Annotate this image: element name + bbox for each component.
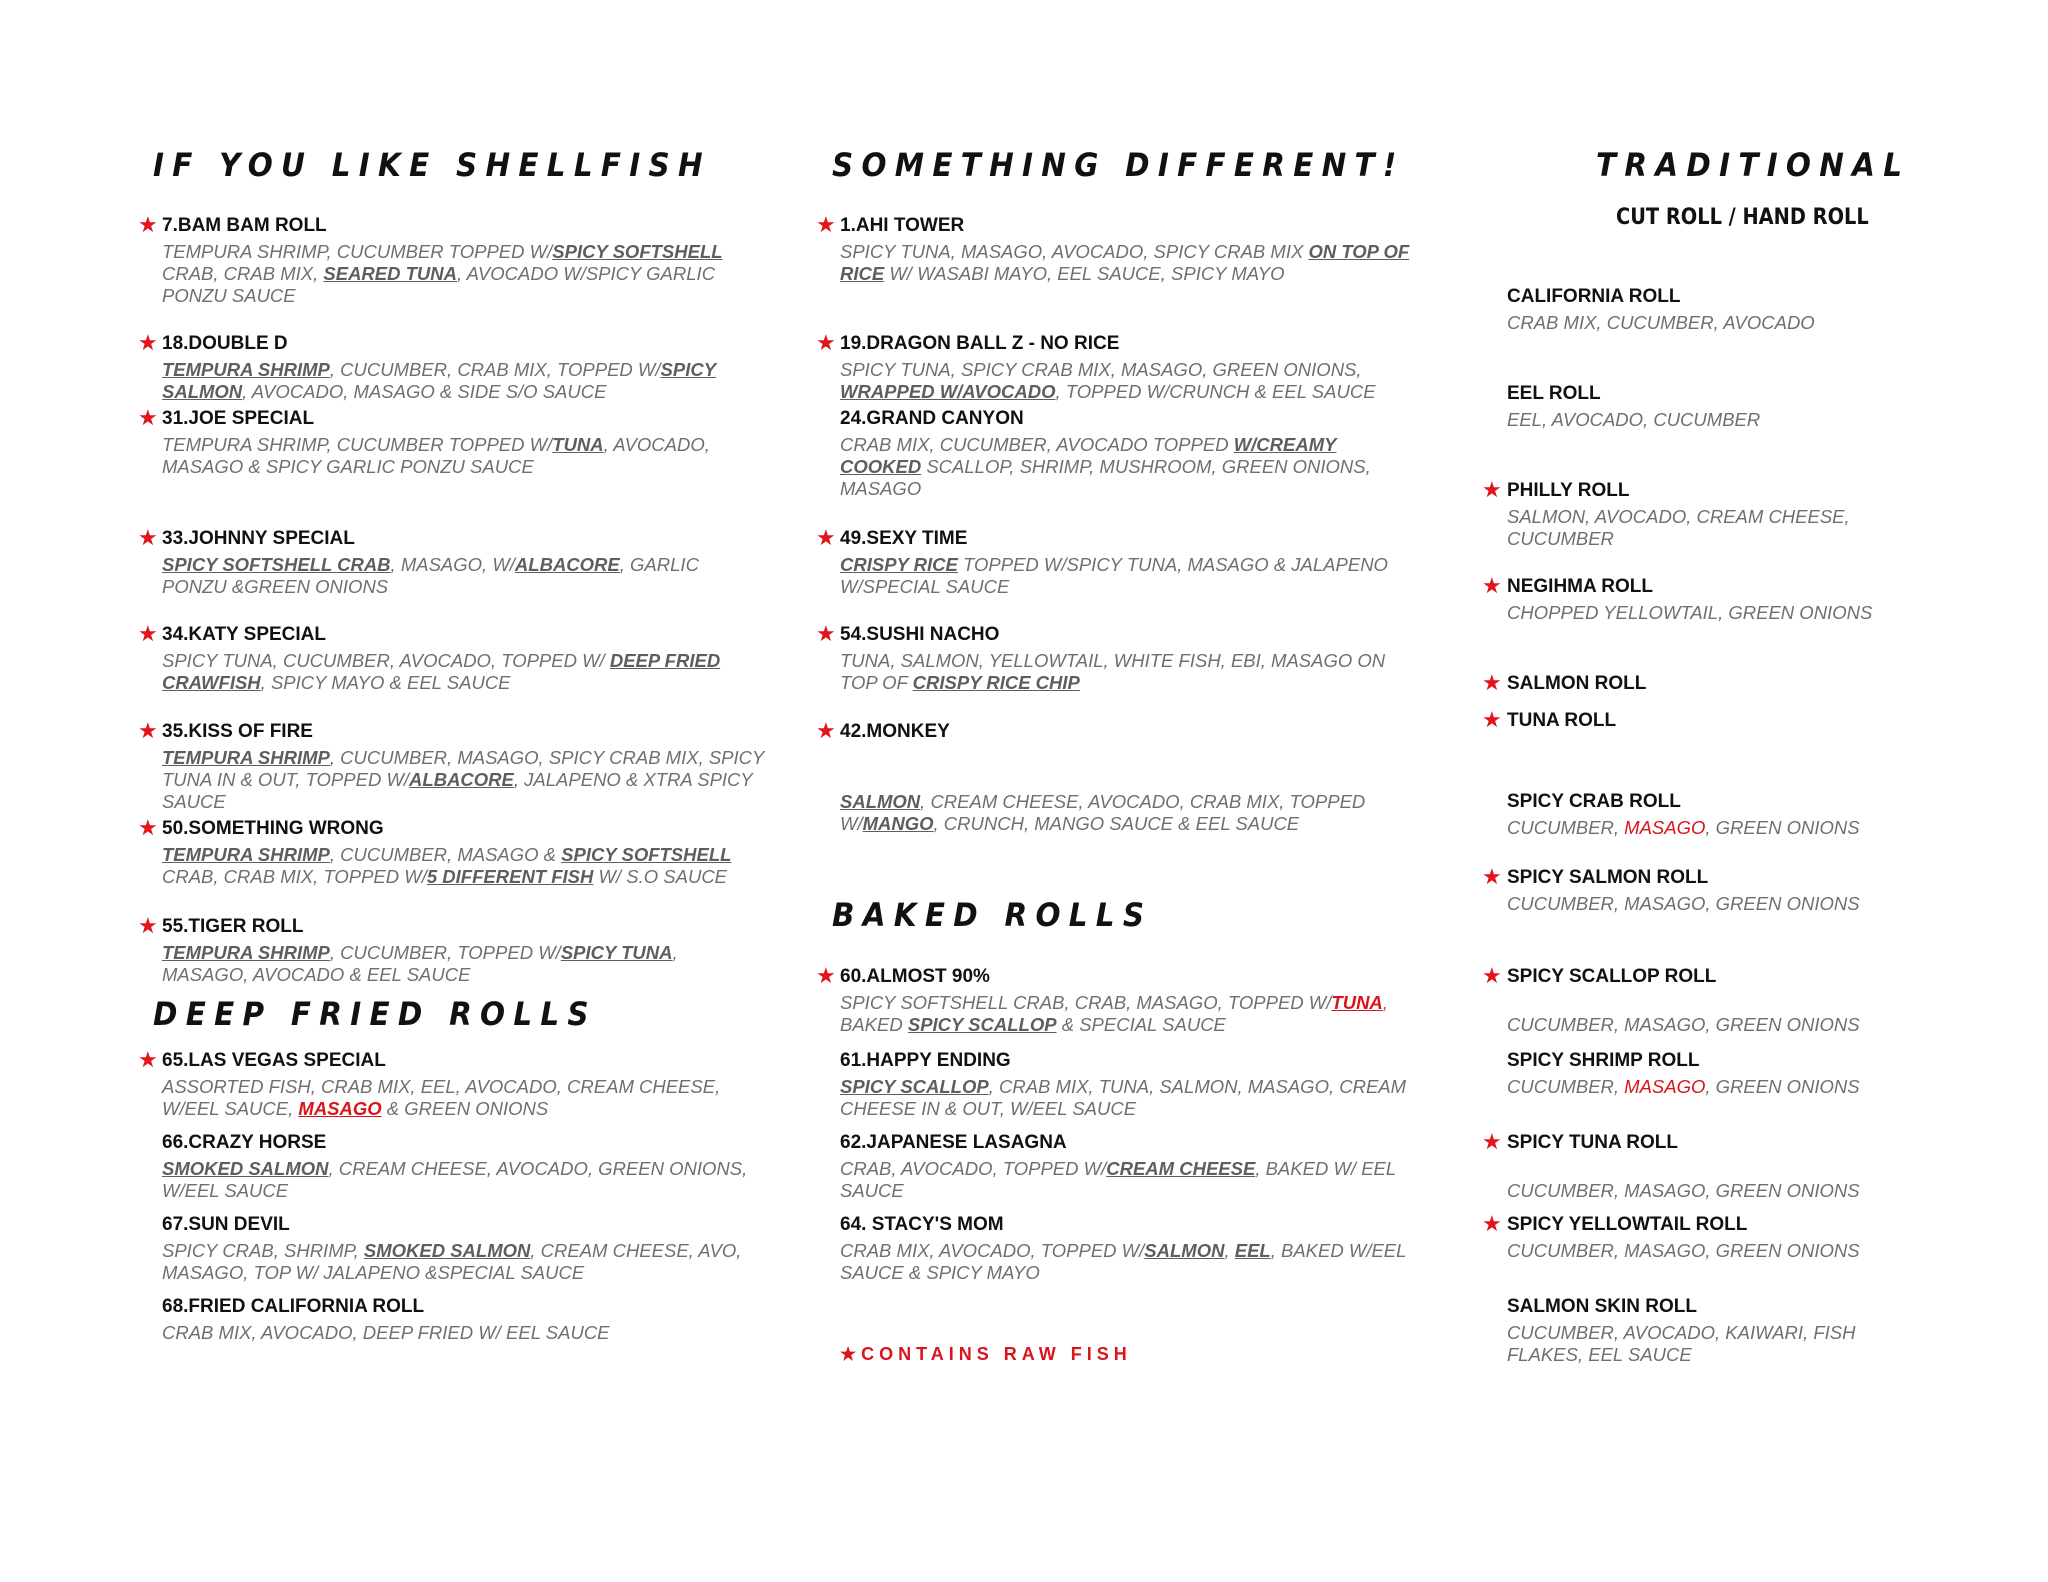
highlighted-ingredient: SMOKED SALMON <box>162 1158 329 1179</box>
ingredient-text: CHOPPED YELLOWTAIL, GREEN ONIONS <box>1507 602 1873 623</box>
ingredient-text: CHEESE IN & OUT, W/EEL SAUCE <box>840 1098 1137 1119</box>
ingredient-text: W/ S.O SAUCE <box>593 866 728 887</box>
description-line <box>1507 1180 1860 1202</box>
ingredient-text: MASAGO & SPICY GARLIC PONZU SAUCE <box>162 456 534 477</box>
menu-item-description <box>1507 1076 1860 1098</box>
description-line <box>840 241 1409 263</box>
highlighted-ingredient: CRISPY RICE CHIP <box>912 672 1080 693</box>
description-line <box>840 478 1371 500</box>
menu-item-name: 54.SUSHI NACHO <box>840 624 1000 645</box>
highlighted-ingredient: W/CREAMY <box>1233 434 1337 455</box>
ingredient-text: W/EEL SAUCE, <box>162 1098 299 1119</box>
ingredient-text: , TOPPED W/CRUNCH & EEL SAUCE <box>1055 381 1376 402</box>
menu-item-name: 66.CRAZY HORSE <box>162 1132 327 1153</box>
ingredient-text: CUCUMBER, MASAGO, GREEN ONIONS <box>1507 893 1860 914</box>
ingredient-text: SAUCE <box>162 791 226 812</box>
menu-item-description <box>162 747 764 813</box>
raw-fish-star-icon: ★ <box>1482 963 1502 988</box>
description-line <box>840 791 1365 813</box>
description-line <box>162 263 723 285</box>
highlighted-ingredient: SALMON <box>840 791 921 812</box>
description-line <box>162 554 699 576</box>
ingredient-text: CUCUMBER <box>1507 528 1614 549</box>
ingredient-text: CRAB, CRAB MIX, <box>162 263 324 284</box>
ingredient-text: , AVOCADO W/SPICY GARLIC <box>457 263 716 284</box>
description-line <box>840 434 1371 456</box>
menu-item-description <box>162 1240 741 1284</box>
section-title-traditional: TRADITIONAL <box>1596 146 1911 184</box>
ingredient-text: , CREAM CHEESE, AVO, <box>530 1240 742 1261</box>
menu-item-description <box>840 1076 1406 1120</box>
ingredient-text: , GREEN ONIONS <box>1705 817 1860 838</box>
ingredient-text: CRAB, CRAB MIX, TOPPED W/ <box>162 866 427 887</box>
highlighted-ingredient: CRISPY RICE <box>840 554 958 575</box>
highlighted-ingredient: CREAM CHEESE <box>1106 1158 1256 1179</box>
menu-item-name: 24.GRAND CANYON <box>840 408 1024 429</box>
raw-fish-star-icon: ★ <box>138 212 158 237</box>
description-line <box>1507 1344 1855 1366</box>
description-line <box>840 992 1388 1014</box>
ingredient-text: , BAKED W/ EEL <box>1255 1158 1397 1179</box>
description-line <box>840 359 1376 381</box>
highlighted-ingredient: SALMON <box>1144 1240 1225 1261</box>
menu-item-name: SPICY SHRIMP ROLL <box>1507 1050 1700 1071</box>
description-line <box>840 747 1365 769</box>
description-line <box>162 285 723 307</box>
description-line <box>1507 1014 1860 1036</box>
menu-item-description <box>162 1076 720 1120</box>
description-line <box>840 1180 1396 1202</box>
highlighted-ingredient: TEMPURA SHRIMP <box>162 942 330 963</box>
ingredient-text: W/SPECIAL SAUCE <box>840 576 1010 597</box>
menu-item-name: SPICY SCALLOP ROLL <box>1507 966 1717 987</box>
menu-item-name: 19.DRAGON BALL Z - NO RICE <box>840 333 1120 354</box>
description-line <box>162 1158 747 1180</box>
highlighted-ingredient: SPICY SCALLOP <box>907 1014 1057 1035</box>
menu-item-description <box>1507 893 1860 915</box>
description-line <box>162 1098 720 1120</box>
description-line <box>162 747 764 769</box>
ingredient-text: CUCUMBER, AVOCADO, KAIWARI, FISH <box>1507 1322 1856 1343</box>
highlighted-ingredient: DEEP FRIED <box>609 650 721 671</box>
menu-item-name: SPICY SALMON ROLL <box>1507 867 1709 888</box>
ingredient-text: CUCUMBER, MASAGO, GREEN ONIONS <box>1507 1180 1860 1201</box>
description-line <box>840 456 1371 478</box>
menu-item-name: 42.MONKEY <box>840 721 950 742</box>
menu-item-name: NEGIHMA ROLL <box>1507 576 1654 597</box>
ingredient-text: TUNA, SALMON, YELLOWTAIL, WHITE FISH, EBI, MASAGO ON <box>840 650 1386 671</box>
raw-fish-star-icon: ★ <box>138 330 158 355</box>
ingredient-text: , GREEN ONIONS <box>1705 1076 1860 1097</box>
highlighted-ingredient: TEMPURA SHRIMP <box>162 844 330 865</box>
description-line <box>162 1240 741 1262</box>
menu-item-name: 55.TIGER ROLL <box>162 916 304 937</box>
ingredient-text: & GREEN ONIONS <box>381 1098 549 1119</box>
description-line <box>1507 1322 1855 1344</box>
description-line <box>162 964 678 986</box>
description-line <box>162 1180 747 1202</box>
menu-item-description <box>1507 602 1872 624</box>
ingredient-text: SPICY TUNA, CUCUMBER, AVOCADO, TOPPED W/ <box>162 650 610 671</box>
menu-item-name: 65.LAS VEGAS SPECIAL <box>162 1050 386 1071</box>
highlighted-ingredient: SPICY SOFTSHELL <box>561 844 732 865</box>
description-line <box>840 650 1385 672</box>
raw-fish-note: ★CONTAINS RAW FISH <box>840 1344 1132 1364</box>
highlighted-ingredient: 5 DIFFERENT FISH <box>426 866 594 887</box>
description-line <box>162 576 699 598</box>
menu-item-name: SALMON SKIN ROLL <box>1507 1296 1697 1317</box>
menu-item-name: 34.KATY SPECIAL <box>162 624 327 645</box>
highlighted-ingredient: RICE <box>840 263 885 284</box>
menu-item-description <box>1507 817 1860 839</box>
description-line <box>162 241 723 263</box>
highlighted-ingredient: ALBACORE <box>514 554 620 575</box>
menu-item-description <box>840 554 1388 598</box>
description-line <box>162 381 716 403</box>
description-line <box>840 576 1388 598</box>
description-line <box>840 263 1409 285</box>
menu-item-description <box>162 1158 747 1202</box>
ingredient-text: TEMPURA SHRIMP, CUCUMBER TOPPED W/ <box>162 241 553 262</box>
menu-item-name: 67.SUN DEVIL <box>162 1214 290 1235</box>
ingredient-text: PONZU &GREEN ONIONS <box>162 576 389 597</box>
menu-item-description <box>1507 409 1760 431</box>
ingredient-text: , CUCUMBER, TOPPED W/ <box>329 942 561 963</box>
highlighted-ingredient: TEMPURA SHRIMP <box>162 359 330 380</box>
menu-item-description <box>840 650 1385 694</box>
highlighted-ingredient: WRAPPED W/AVOCADO <box>840 381 1056 402</box>
menu-item-name: SPICY CRAB ROLL <box>1507 791 1681 812</box>
description-line <box>840 1262 1406 1284</box>
description-line <box>162 769 764 791</box>
menu-item-description <box>840 747 1365 835</box>
highlighted-ingredient: SMOKED SALMON <box>363 1240 531 1261</box>
highlighted-ingredient: TEMPURA SHRIMP <box>162 747 330 768</box>
menu-item-name: 64. STACY'S MOM <box>840 1214 1004 1235</box>
description-line <box>840 1014 1388 1036</box>
ingredient-text: MASAGO, TOP W/ JALAPENO &SPECIAL SAUCE <box>162 1262 585 1283</box>
highlighted-ingredient: SPICY SCALLOP <box>840 1076 989 1097</box>
description-line <box>1507 602 1872 624</box>
menu-item-description <box>162 241 723 307</box>
ingredient-text: , CUCUMBER, MASAGO, SPICY CRAB MIX, SPICY <box>329 747 765 768</box>
menu-item-description <box>840 992 1388 1036</box>
section-title-deep-fried-rolls: DEEP FRIED ROLLS <box>153 995 597 1033</box>
raw-fish-star-icon: ★ <box>1482 573 1502 598</box>
highlighted-ingredient: ALBACORE <box>409 769 514 790</box>
ingredient-text: MASAGO <box>840 478 922 499</box>
ingredient-text: , SPICY MAYO & EEL SAUCE <box>260 672 511 693</box>
description-line <box>840 554 1388 576</box>
menu-item-name: TUNA ROLL <box>1507 710 1617 731</box>
description-line <box>162 359 716 381</box>
menu-item-name: 60.ALMOST 90% <box>840 966 990 987</box>
menu-item-name: PHILLY ROLL <box>1507 480 1630 501</box>
raw-fish-star-icon: ★ <box>1482 707 1502 732</box>
section-subtitle-cut-hand-roll: CUT ROLL / HAND ROLL <box>1616 205 1869 230</box>
menu-item-description <box>1507 992 1860 1036</box>
description-line <box>162 672 720 694</box>
ingredient-text: W/EEL SAUCE <box>162 1180 289 1201</box>
ingredient-text: CUCUMBER, <box>1507 1076 1625 1097</box>
raw-fish-star-icon: ★ <box>138 815 158 840</box>
menu-item-description <box>1507 312 1815 334</box>
menu-item-description <box>1507 1158 1860 1202</box>
ingredient-text: CUCUMBER, MASAGO, GREEN ONIONS <box>1507 1014 1860 1035</box>
raw-fish-star-icon: ★ <box>816 212 836 237</box>
highlighted-ingredient: SEARED TUNA <box>323 263 458 284</box>
description-line <box>1507 893 1860 915</box>
ingredient-text: , GARLIC <box>619 554 699 575</box>
menu-item-name: 35.KISS OF FIRE <box>162 721 313 742</box>
menu-item-description <box>162 844 731 888</box>
menu-item-name: 18.DOUBLE D <box>162 333 288 354</box>
ingredient-text: CRAB MIX, CUCUMBER, AVOCADO <box>1507 312 1815 333</box>
section-title-shellfish: IF YOU LIKE SHELLFISH <box>153 146 711 184</box>
menu-item-description <box>840 1240 1406 1284</box>
ingredient-text: ASSORTED FISH, CRAB MIX, EEL, AVOCADO, CREAM CHEESE, <box>162 1076 721 1097</box>
ingredient-text: , CREAM CHEESE, AVOCADO, CRAB MIX, TOPPED <box>920 791 1366 812</box>
menu-item-description <box>1507 506 1850 550</box>
ingredient-text: , CREAM CHEESE, AVOCADO, GREEN ONIONS, <box>328 1158 748 1179</box>
ingredient-text: MASAGO <box>1624 1076 1706 1097</box>
description-line <box>1507 528 1850 550</box>
menu-item-description <box>840 359 1376 403</box>
ingredient-text: FLAKES, EEL SAUCE <box>1507 1344 1692 1365</box>
ingredient-text: , <box>1224 1240 1235 1261</box>
ingredient-text: , MASAGO, W/ <box>390 554 515 575</box>
menu-item-description <box>840 434 1371 500</box>
raw-fish-star-icon: ★ <box>138 405 158 430</box>
description-line <box>840 1076 1406 1098</box>
ingredient-text: , CRAB MIX, TUNA, SALMON, MASAGO, CREAM <box>988 1076 1407 1097</box>
raw-fish-star-icon: ★ <box>816 621 836 646</box>
ingredient-text: CUCUMBER, <box>1507 817 1625 838</box>
highlighted-ingredient: SPICY TUNA <box>560 942 673 963</box>
ingredient-text: & SPECIAL SAUCE <box>1056 1014 1226 1035</box>
ingredient-text: SALMON, AVOCADO, CREAM CHEESE, <box>1507 506 1850 527</box>
menu-item-name: 1.AHI TOWER <box>840 215 965 236</box>
description-line <box>162 434 710 456</box>
description-line <box>840 1240 1406 1262</box>
raw-fish-star-icon: ★ <box>816 963 836 988</box>
ingredient-text: , AVOCADO, MASAGO & SIDE S/O SAUCE <box>242 381 607 402</box>
menu-item-name: CALIFORNIA ROLL <box>1507 286 1681 307</box>
raw-fish-star-icon: ★ <box>816 330 836 355</box>
ingredient-text: TEMPURA SHRIMP, CUCUMBER TOPPED W/ <box>162 434 553 455</box>
ingredient-text: , CRUNCH, MANGO SAUCE & EEL SAUCE <box>933 813 1300 834</box>
description-line <box>1507 1158 1860 1180</box>
ingredient-text: CUCUMBER, MASAGO, GREEN ONIONS <box>1507 1240 1860 1261</box>
ingredient-text: CRAB, AVOCADO, TOPPED W/ <box>840 1158 1107 1179</box>
highlighted-ingredient: TUNA <box>1331 992 1383 1013</box>
raw-fish-star-icon: ★ <box>816 718 836 743</box>
ingredient-text: MASAGO <box>1624 817 1706 838</box>
description-line <box>1507 1076 1860 1098</box>
raw-fish-star-icon: ★ <box>138 525 158 550</box>
highlighted-ingredient: EEL <box>1234 1240 1271 1261</box>
description-line <box>162 456 710 478</box>
ingredient-text: TOPPED W/SPICY TUNA, MASAGO & JALAPENO <box>957 554 1388 575</box>
description-line <box>162 942 678 964</box>
menu-item-name: 61.HAPPY ENDING <box>840 1050 1011 1071</box>
highlighted-ingredient: COOKED <box>840 456 922 477</box>
menu-item-name: 33.JOHNNY SPECIAL <box>162 528 355 549</box>
raw-fish-star-icon: ★ <box>1482 477 1502 502</box>
ingredient-text: TOP OF <box>840 672 913 693</box>
description-line <box>1507 817 1860 839</box>
menu-item-description <box>162 359 716 403</box>
raw-fish-star-icon: ★ <box>1482 1129 1502 1154</box>
highlighted-ingredient: MANGO <box>862 813 934 834</box>
description-line <box>1507 312 1815 334</box>
raw-fish-star-icon: ★ <box>138 718 158 743</box>
ingredient-text: PONZU SAUCE <box>162 285 296 306</box>
description-line <box>840 1098 1406 1120</box>
description-line <box>162 650 720 672</box>
highlighted-ingredient: SPICY SOFTSHELL <box>552 241 723 262</box>
description-line <box>1507 992 1860 1014</box>
highlighted-ingredient: SALMON <box>162 381 243 402</box>
ingredient-text: , <box>672 942 678 963</box>
menu-item-name: SALMON ROLL <box>1507 673 1647 694</box>
description-line <box>162 1322 610 1344</box>
ingredient-text: CRAB MIX, AVOCADO, TOPPED W/ <box>840 1240 1145 1261</box>
highlighted-ingredient: MASAGO <box>298 1098 382 1119</box>
menu-item-description <box>162 1322 610 1344</box>
ingredient-text: , JALAPENO & XTRA SPICY <box>513 769 753 790</box>
ingredient-text: SPICY SOFTSHELL CRAB, CRAB, MASAGO, TOPPED W/ <box>840 992 1332 1013</box>
description-line <box>840 672 1385 694</box>
raw-fish-star-icon: ★ <box>1482 1211 1502 1236</box>
raw-fish-star-icon: ★ <box>1482 864 1502 889</box>
ingredient-text: , CUCUMBER, CRAB MIX, TOPPED W/ <box>329 359 661 380</box>
ingredient-text: , <box>1382 992 1388 1013</box>
ingredient-text: CRAB MIX, CUCUMBER, AVOCADO TOPPED <box>840 434 1234 455</box>
ingredient-text: , CUCUMBER, MASAGO & <box>329 844 562 865</box>
menu-item-description <box>840 1158 1396 1202</box>
menu-item-description <box>162 650 720 694</box>
ingredient-text: , AVOCADO, <box>603 434 710 455</box>
description-line <box>840 1158 1396 1180</box>
description-line <box>1507 506 1850 528</box>
menu-item-name: EEL ROLL <box>1507 383 1601 404</box>
section-title-something-different: SOMETHING DIFFERENT! <box>832 146 1405 184</box>
ingredient-text: SPICY CRAB, SHRIMP, <box>162 1240 364 1261</box>
ingredient-text: SAUCE <box>840 1180 904 1201</box>
menu-item-name: 62.JAPANESE LASAGNA <box>840 1132 1067 1153</box>
ingredient-text: BAKED <box>840 1014 908 1035</box>
ingredient-text: SPICY TUNA, SPICY CRAB MIX, MASAGO, GREEN ONIONS, <box>840 359 1362 380</box>
description-line <box>1507 1240 1860 1262</box>
ingredient-text: SPICY TUNA, MASAGO, AVOCADO, SPICY CRAB MIX <box>840 241 1309 262</box>
ingredient-text: TUNA IN & OUT, TOPPED W/ <box>162 769 410 790</box>
description-line <box>162 1076 720 1098</box>
raw-fish-star-icon: ★ <box>816 525 836 550</box>
menu-item-name: 49.SEXY TIME <box>840 528 968 549</box>
highlighted-ingredient: TUNA <box>552 434 604 455</box>
ingredient-text: EEL, AVOCADO, CUCUMBER <box>1507 409 1761 430</box>
menu-item-name: SPICY YELLOWTAIL ROLL <box>1507 1214 1748 1235</box>
menu-item-name: SPICY TUNA ROLL <box>1507 1132 1679 1153</box>
description-line <box>162 866 731 888</box>
raw-fish-star-icon: ★ <box>138 913 158 938</box>
ingredient-text: SCALLOP, SHRIMP, MUSHROOM, GREEN ONIONS, <box>921 456 1371 477</box>
description-line <box>162 844 731 866</box>
description-line <box>840 769 1365 791</box>
section-title-baked-rolls: BAKED ROLLS <box>832 896 1153 934</box>
menu-item-description <box>162 942 678 986</box>
menu-item-name: 68.FRIED CALIFORNIA ROLL <box>162 1296 425 1317</box>
menu-item-name: 31.JOE SPECIAL <box>162 408 315 429</box>
ingredient-text: W/ <box>840 813 863 834</box>
highlighted-ingredient: ON TOP OF <box>1308 241 1410 262</box>
ingredient-text: W/ WASABI MAYO, EEL SAUCE, SPICY MAYO <box>884 263 1285 284</box>
menu-item-name: 50.SOMETHING WRONG <box>162 818 384 839</box>
highlighted-ingredient: SPICY <box>660 359 717 380</box>
description-line <box>162 791 764 813</box>
highlighted-ingredient: CRAWFISH <box>162 672 261 693</box>
menu-item-description <box>1507 1240 1860 1262</box>
menu-item-name: 7.BAM BAM ROLL <box>162 215 327 236</box>
ingredient-text: MASAGO, AVOCADO & EEL SAUCE <box>162 964 471 985</box>
menu-item-description <box>162 554 699 598</box>
raw-fish-star-icon: ★ <box>1482 670 1502 695</box>
raw-fish-star-icon: ★ <box>138 621 158 646</box>
menu-item-description <box>840 241 1409 285</box>
menu-item-description <box>162 434 710 478</box>
raw-fish-star-icon: ★ <box>138 1047 158 1072</box>
ingredient-text: CRAB MIX, AVOCADO, DEEP FRIED W/ EEL SAUCE <box>162 1322 610 1343</box>
description-line <box>162 1262 741 1284</box>
description-line <box>840 813 1365 835</box>
description-line <box>1507 409 1760 431</box>
ingredient-text: SAUCE & SPICY MAYO <box>840 1262 1040 1283</box>
highlighted-ingredient: SPICY SOFTSHELL CRAB <box>162 554 391 575</box>
description-line <box>840 381 1376 403</box>
menu-item-description <box>1507 1322 1855 1366</box>
ingredient-text: , BAKED W/EEL <box>1270 1240 1407 1261</box>
